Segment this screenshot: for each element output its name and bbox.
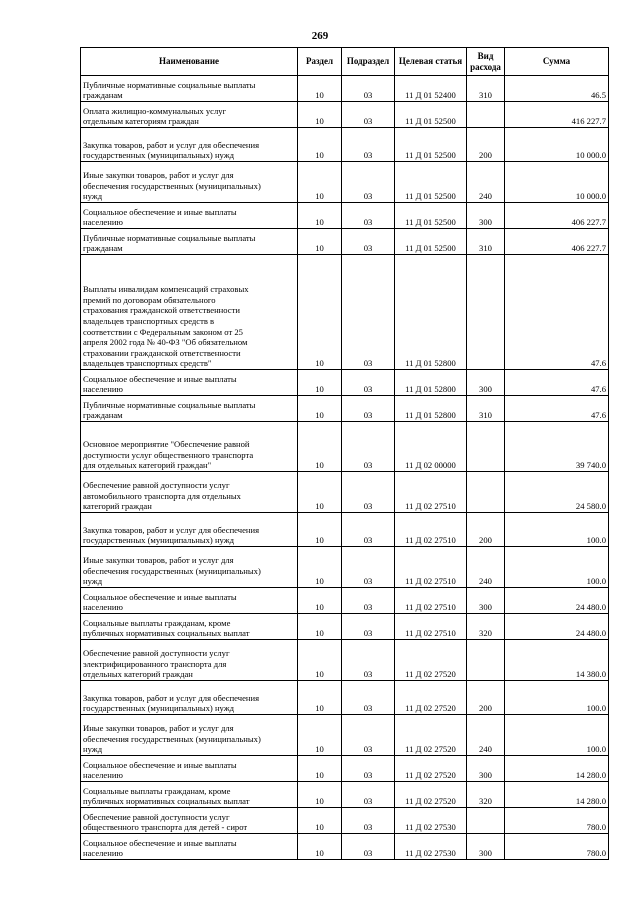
cell-sum: 780.0 <box>505 808 609 834</box>
cell-name: Публичные нормативные социальные выплаты гражданам <box>81 229 298 255</box>
cell-name: Закупка товаров, работ и услуг для обеспечения государственных (муниципальных) нужд <box>81 681 298 715</box>
cell-sum: 47.6 <box>505 370 609 396</box>
table-row <box>81 370 609 396</box>
cell-subsection: 03 <box>342 102 395 128</box>
cell-section: 10 <box>298 128 342 162</box>
cell-sum: 780.0 <box>505 834 609 860</box>
cell-section: 10 <box>298 76 342 102</box>
cell-section: 10 <box>298 681 342 715</box>
table-header-row <box>81 48 609 76</box>
cell-target: 11 Д 01 52800 <box>395 370 467 396</box>
cell-section: 10 <box>298 588 342 614</box>
table-row <box>81 102 609 128</box>
cell-section: 10 <box>298 808 342 834</box>
cell-name: Закупка товаров, работ и услуг для обеспечения государственных (муниципальных) нужд <box>81 513 298 547</box>
cell-name: Социальное обеспечение и иные выплаты населению <box>81 756 298 782</box>
table-row <box>81 422 609 472</box>
table-row <box>81 834 609 860</box>
cell-target: 11 Д 02 27510 <box>395 513 467 547</box>
cell-sum: 47.6 <box>505 396 609 422</box>
cell-sum: 24 480.0 <box>505 588 609 614</box>
cell-section: 10 <box>298 422 342 472</box>
header-sum: Сумма <box>505 48 609 76</box>
cell-target: 11 Д 02 27520 <box>395 756 467 782</box>
cell-target: 11 Д 01 52800 <box>395 396 467 422</box>
cell-section: 10 <box>298 203 342 229</box>
table-row <box>81 229 609 255</box>
cell-section: 10 <box>298 640 342 681</box>
header-name: Наименование <box>81 48 298 76</box>
cell-sum: 100.0 <box>505 681 609 715</box>
cell-section: 10 <box>298 370 342 396</box>
cell-sum: 100.0 <box>505 715 609 756</box>
cell-sum: 100.0 <box>505 513 609 547</box>
table-row <box>81 756 609 782</box>
cell-name: Социальное обеспечение и иные выплаты населению <box>81 203 298 229</box>
cell-expense: 300 <box>467 588 505 614</box>
cell-section: 10 <box>298 255 342 370</box>
header-target: Целевая статья <box>395 48 467 76</box>
cell-target: 11 Д 01 52400 <box>395 76 467 102</box>
cell-expense: 320 <box>467 614 505 640</box>
cell-subsection: 03 <box>342 472 395 513</box>
cell-expense: 200 <box>467 513 505 547</box>
cell-expense <box>467 102 505 128</box>
cell-section: 10 <box>298 472 342 513</box>
cell-sum: 100.0 <box>505 547 609 588</box>
cell-target: 11 Д 02 27510 <box>395 472 467 513</box>
cell-subsection: 03 <box>342 513 395 547</box>
cell-expense: 240 <box>467 547 505 588</box>
cell-sum: 406 227.7 <box>505 203 609 229</box>
cell-subsection: 03 <box>342 162 395 203</box>
cell-subsection: 03 <box>342 640 395 681</box>
table-row <box>81 782 609 808</box>
table-row <box>81 808 609 834</box>
cell-subsection: 03 <box>342 229 395 255</box>
cell-subsection: 03 <box>342 715 395 756</box>
cell-sum: 416 227.7 <box>505 102 609 128</box>
cell-name: Публичные нормативные социальные выплаты гражданам <box>81 396 298 422</box>
table-row <box>81 681 609 715</box>
table-row <box>81 614 609 640</box>
cell-subsection: 03 <box>342 76 395 102</box>
cell-subsection: 03 <box>342 128 395 162</box>
cell-expense: 300 <box>467 370 505 396</box>
cell-expense: 240 <box>467 162 505 203</box>
cell-section: 10 <box>298 614 342 640</box>
cell-section: 10 <box>298 782 342 808</box>
cell-expense: 310 <box>467 396 505 422</box>
cell-section: 10 <box>298 396 342 422</box>
cell-target: 11 Д 02 27510 <box>395 614 467 640</box>
table-row <box>81 203 609 229</box>
cell-section: 10 <box>298 229 342 255</box>
cell-expense <box>467 808 505 834</box>
cell-name: Публичные нормативные социальные выплаты гражданам <box>81 76 298 102</box>
cell-sum: 10 000.0 <box>505 162 609 203</box>
cell-target: 11 Д 02 00000 <box>395 422 467 472</box>
cell-expense: 310 <box>467 229 505 255</box>
cell-subsection: 03 <box>342 422 395 472</box>
cell-subsection: 03 <box>342 808 395 834</box>
cell-target: 11 Д 01 52500 <box>395 229 467 255</box>
cell-subsection: 03 <box>342 834 395 860</box>
cell-subsection: 03 <box>342 782 395 808</box>
table-row <box>81 162 609 203</box>
cell-subsection: 03 <box>342 681 395 715</box>
cell-name: Обеспечение равной доступности услуг электрифицированного транспорта для отдельных категорий граждан <box>81 640 298 681</box>
cell-section: 10 <box>298 102 342 128</box>
cell-expense: 300 <box>467 834 505 860</box>
cell-expense: 200 <box>467 681 505 715</box>
cell-expense: 200 <box>467 128 505 162</box>
cell-name: Социальное обеспечение и иные выплаты населению <box>81 834 298 860</box>
cell-sum: 47.6 <box>505 255 609 370</box>
cell-target: 11 Д 01 52500 <box>395 128 467 162</box>
cell-sum: 39 740.0 <box>505 422 609 472</box>
cell-subsection: 03 <box>342 756 395 782</box>
cell-section: 10 <box>298 162 342 203</box>
cell-name: Иные закупки товаров, работ и услуг для обеспечения государственных (муниципальных) нужд <box>81 547 298 588</box>
cell-subsection: 03 <box>342 370 395 396</box>
cell-target: 11 Д 02 27510 <box>395 588 467 614</box>
cell-name: Социальные выплаты гражданам, кроме публичных нормативных социальных выплат <box>81 782 298 808</box>
cell-name: Иные закупки товаров, работ и услуг для обеспечения государственных (муниципальных) нужд <box>81 162 298 203</box>
cell-sum: 24 480.0 <box>505 614 609 640</box>
cell-subsection: 03 <box>342 547 395 588</box>
cell-target: 11 Д 02 27520 <box>395 782 467 808</box>
table-row <box>81 128 609 162</box>
cell-expense <box>467 422 505 472</box>
cell-target: 11 Д 02 27520 <box>395 640 467 681</box>
cell-subsection: 03 <box>342 614 395 640</box>
table-row <box>81 588 609 614</box>
table-row <box>81 715 609 756</box>
cell-name: Оплата жилищно-коммунальных услуг отдельным категориям граждан <box>81 102 298 128</box>
cell-name: Выплаты инвалидам компенсаций страховых премий по договорам обязательного страхования гражданской ответственности владельцев транспортных средств в соответствии с Федеральным законом от 25 апреля 2002 года № 40-ФЗ "Об обязательном страховании гражданской ответственности владельцев транспортных средств" <box>81 255 298 370</box>
cell-sum: 14 380.0 <box>505 640 609 681</box>
cell-name: Обеспечение равной доступности услуг общественного транспорта для детей - сирот <box>81 808 298 834</box>
cell-subsection: 03 <box>342 396 395 422</box>
cell-section: 10 <box>298 756 342 782</box>
cell-expense <box>467 640 505 681</box>
cell-target: 11 Д 01 52500 <box>395 203 467 229</box>
cell-name: Иные закупки товаров, работ и услуг для обеспечения государственных (муниципальных) нужд <box>81 715 298 756</box>
table-row <box>81 640 609 681</box>
cell-subsection: 03 <box>342 203 395 229</box>
cell-target: 11 Д 02 27530 <box>395 834 467 860</box>
table-row <box>81 76 609 102</box>
cell-sum: 24 580.0 <box>505 472 609 513</box>
header-expense: Вид расхода <box>467 48 505 76</box>
cell-target: 11 Д 02 27530 <box>395 808 467 834</box>
cell-sum: 46.5 <box>505 76 609 102</box>
cell-target: 11 Д 02 27520 <box>395 681 467 715</box>
cell-sum: 14 280.0 <box>505 782 609 808</box>
cell-expense: 320 <box>467 782 505 808</box>
cell-name: Социальное обеспечение и иные выплаты населению <box>81 588 298 614</box>
cell-expense: 300 <box>467 203 505 229</box>
cell-section: 10 <box>298 513 342 547</box>
header-subsection: Подраздел <box>342 48 395 76</box>
cell-name: Основное мероприятие "Обеспечение равной доступности услуг общественного транспорта для отдельных категорий граждан" <box>81 422 298 472</box>
table-row <box>81 547 609 588</box>
cell-sum: 14 280.0 <box>505 756 609 782</box>
header-section: Раздел <box>298 48 342 76</box>
page-number: 269 <box>311 30 329 42</box>
cell-target: 11 Д 01 52500 <box>395 102 467 128</box>
cell-target: 11 Д 01 52800 <box>395 255 467 370</box>
table-row <box>81 472 609 513</box>
cell-subsection: 03 <box>342 255 395 370</box>
table-row <box>81 396 609 422</box>
cell-name: Закупка товаров, работ и услуг для обеспечения государственных (муниципальных) нужд <box>81 128 298 162</box>
cell-sum: 406 227.7 <box>505 229 609 255</box>
cell-expense: 310 <box>467 76 505 102</box>
cell-section: 10 <box>298 547 342 588</box>
table-row <box>81 255 609 370</box>
cell-expense: 240 <box>467 715 505 756</box>
cell-expense: 300 <box>467 756 505 782</box>
cell-target: 11 Д 02 27520 <box>395 715 467 756</box>
cell-sum: 10 000.0 <box>505 128 609 162</box>
cell-section: 10 <box>298 834 342 860</box>
cell-section: 10 <box>298 715 342 756</box>
table-row <box>81 513 609 547</box>
cell-name: Социальные выплаты гражданам, кроме публичных нормативных социальных выплат <box>81 614 298 640</box>
budget-table <box>80 47 609 860</box>
cell-expense <box>467 255 505 370</box>
cell-expense <box>467 472 505 513</box>
cell-name: Обеспечение равной доступности услуг автомобильного транспорта для отдельных категорий граждан <box>81 472 298 513</box>
cell-target: 11 Д 02 27510 <box>395 547 467 588</box>
cell-subsection: 03 <box>342 588 395 614</box>
cell-target: 11 Д 01 52500 <box>395 162 467 203</box>
cell-name: Социальное обеспечение и иные выплаты населению <box>81 370 298 396</box>
